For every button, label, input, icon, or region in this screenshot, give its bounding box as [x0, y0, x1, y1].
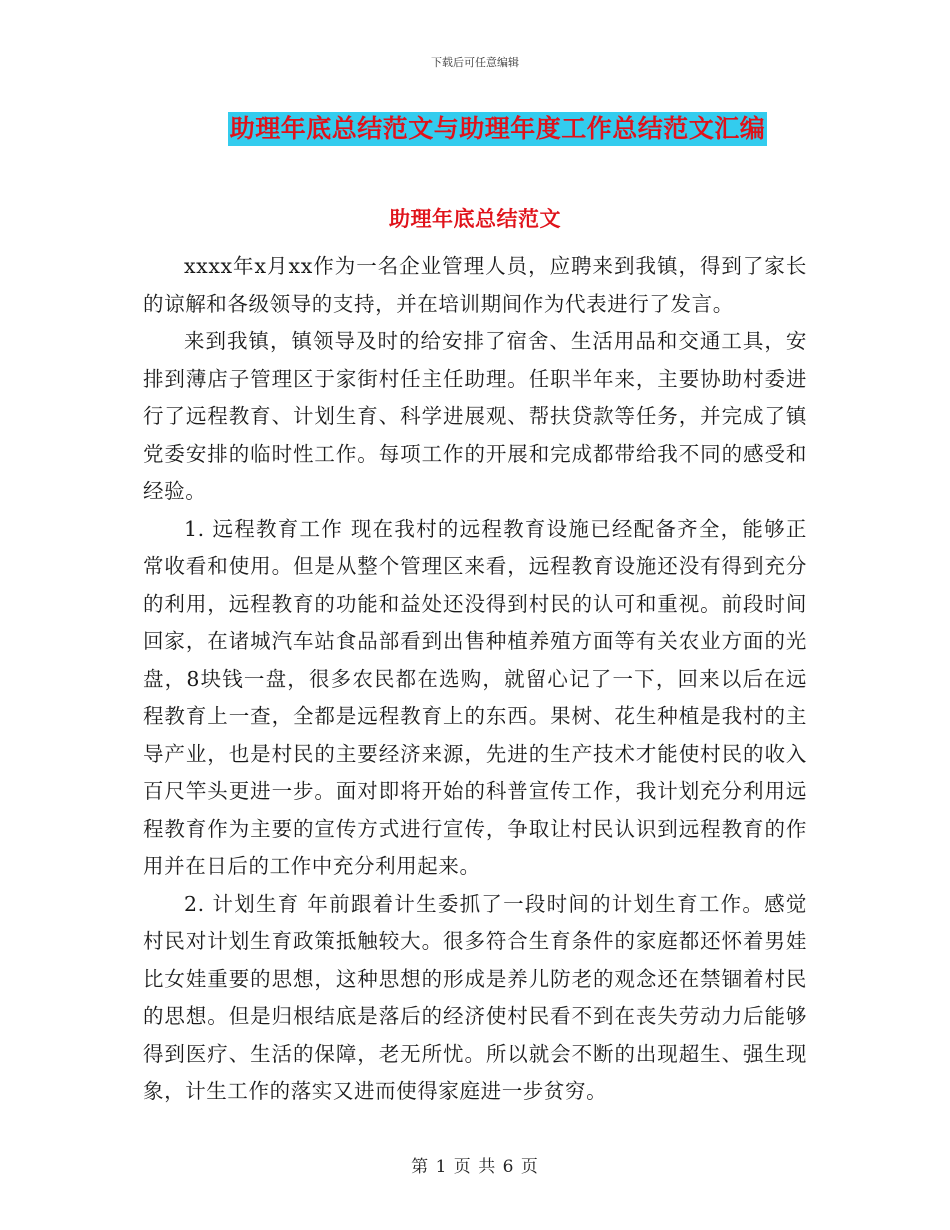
- section-title: 助理年底总结范文: [389, 207, 561, 231]
- paragraph-3: 1. 远程教育工作 现在我村的远程教育设施已经配备齐全，能够正常收看和使用。但是从整个管理区来看，远程教育设施还没有得到充分的利用，远程教育的功能和益处还没得到村民的认可和重视。前段时间回家，在诸城汽车站食品部看到出售种植养殖方面等有关农业方面的光盘，8块钱一盘，很多农民都在选购，就留心记了一下，回来以后在远程教育上一查，全都是远程教育上的东西。果树、花生种植是我村的主导产业，也是村民的主要经济来源，先进的生产技术才能使村民的收入百尺竿头更进一步。面对即将开始的科普宣传工作，我计划充分利用远程教育作为主要的宣传方式进行宣传，争取让村民认识到远程教育的作用并在日后的工作中充分利用起来。: [143, 516, 807, 878]
- paragraph-2: 来到我镇，镇领导及时的给安排了宿舍、生活用品和交通工具，安排到薄店子管理区于家街村任主任助理。任职半年来，主要协助村委进行了远程教育、计划生育、科学进展观、帮扶贷款等任务，并完成了镇党委安排的临时性工作。每项工作的开展和完成都带给我不同的感受和经验。: [143, 329, 807, 503]
- document-title: 助理年底总结范文与助理年度工作总结范文汇编: [228, 112, 768, 146]
- paragraph-1: xxxx年x月xx作为一名企业管理人员，应聘来到我镇，得到了家长的谅解和各级领导的支持，并在培训期间作为代表进行了发言。: [143, 254, 807, 316]
- paragraph-4: 2. 计划生育 年前跟着计生委抓了一段时间的计划生育工作。感觉村民对计划生育政策抵触较大。很多符合生育条件的家庭都还怀着男娃比女娃重要的思想，这种思想的形成是养儿防老的观念还在禁锢着村民的思想。但是归根结底是落后的经济使村民看不到在丧失劳动力后能够得到医疗、生活的保障，老无所忧。所以就会不断的出现超生、强生现象，计生工作的落实又进而使得家庭进一步贫穷。: [143, 891, 807, 1103]
- document-title-wrap: [0, 112, 950, 146]
- page-footer: 第 1 页 共 6 页: [411, 1157, 539, 1177]
- document-body: [143, 248, 807, 1111]
- header-note: 下载后可任意编辑: [431, 56, 519, 69]
